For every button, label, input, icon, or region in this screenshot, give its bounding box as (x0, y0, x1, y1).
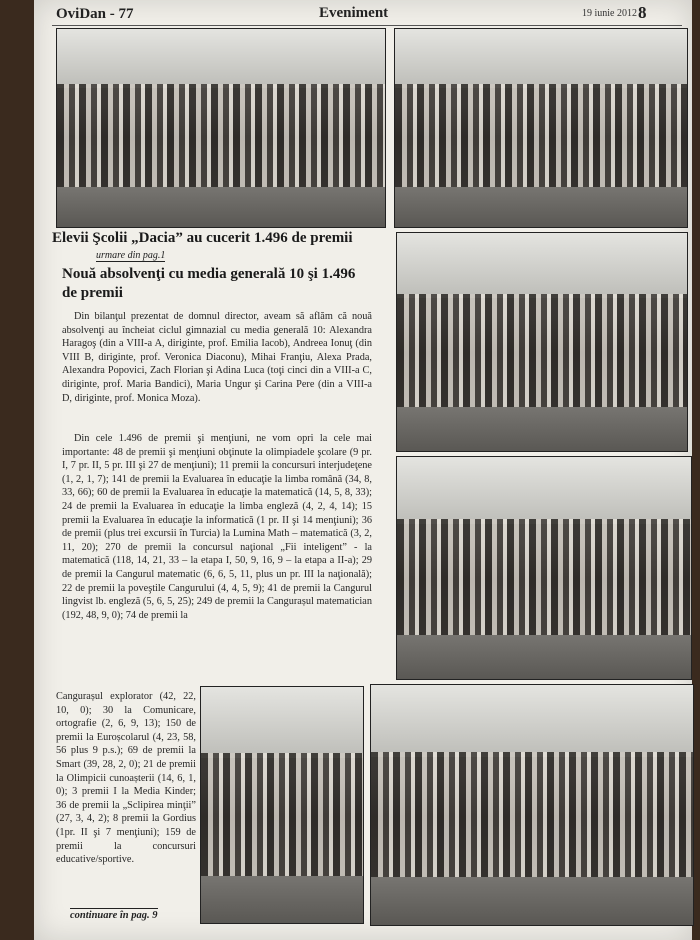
section-title: Eveniment (319, 5, 389, 21)
photo-girls-group (370, 684, 694, 926)
photo-graduates-group-1 (396, 232, 688, 452)
photo-graduates-group-2 (396, 456, 692, 680)
continued-from-note: urmare din pag.1 (96, 250, 166, 261)
continued-on-note: continuare în pag. 9 (70, 910, 158, 921)
article-subheadline: Nouă absolvenţi cu media generală 10 şi 1.496 de premii (62, 266, 356, 301)
photo-students-lineup-2 (394, 28, 688, 228)
article-paragraph-3: Cangurașul explorator (42, 22, 10, 0); 30 la Comunicare, ortografie (2, 6, 9, 13); 150 de premii la Euroșcolarul (4, 23, 58, 56 plus 9 p.s.); 69 de premii la Smart (39, 28, 2, 0); 21 de premii la Olimpicii cunoașterii (14, 6, 1, 0); 3 premii I la Media Kinder; 36 de premii la „Sclipirea minţii” (27, 3, 4, 2); 8 premii la Gordius (1pr. II şi 7 menţiuni); 159 de premii la concursuri educative/sportive. (56, 691, 196, 866)
photo-award-ceremony (200, 686, 364, 924)
photo-students-lineup-1 (56, 28, 386, 228)
article-headline: Elevii Şcolii „Dacia” au cucerit 1.496 de premii (52, 230, 353, 246)
header-divider (52, 25, 682, 26)
publication-issue: OviDan - 77 (56, 6, 134, 22)
issue-date: 19 iunie 2012 (582, 8, 637, 19)
page-number: 8 (638, 3, 647, 22)
article-paragraph-2: Din cele 1.496 de premii şi menţiuni, ne vom opri la cele mai importante: 48 de premii şi menţiuni obţinute la olimpiadele şcolare (9 pr. I, 7 pr. II, 5 pr. III şi 27 de menţiuni); 11 premii la concursuri interjudeţene (1, 2, 1, 7); 141 de premii la Evaluarea în educaţie la limba română (34, 8, 33, 66); 60 de premii la Evaluarea în educaţie la matematică (14, 5, 8, 33); 24 de premii la Evaluarea în educaţie la limba engleză (4, 2, 4, 14); 15 premii la Evaluarea în educaţie la informatică (1 pr. II şi 14 menţiuni); 36 de premii (plus trei excursii în Turcia) la Lumina Math – matematică (3, 2, 11, 20); 270 de premii la concursul naţional „Fii inteligent” - la matematică (118, 14, 21, 33 – la etapa I, 50, 9, 16, 9 – la etapa a II-a); 29 de premii la Cangurul matematic (6, 6, 5, 11, plus un pr. III la naţională); 22 de premii la poveştile Cangurului (4, 4, 5, 9); 41 de premii la Cangurul lingvist lb. engleză (5, 6, 5, 25); 249 de premii la Cangurașul matematician (192, 48, 9, 0); 74 de premii la (62, 433, 372, 621)
newspaper-page (34, 0, 692, 940)
article-paragraph-1: Din bilanţul prezentat de domnul director, aveam să aflăm că nouă absolvenţi au încheiat ciclul gimnazial cu media generală 10: Alexandra Haragoş (din a VIII-a A, diriginte, prof. Emilia Iacob), Andreea Ionuţ (din VIII B, diriginte, prof. Veronica Diaconu), Mihai Franţiu, Alexa Prada, Alexandra Popovici, Zach Florian şi Adina Luca (toţi cinci din a VIII-a C, diriginte, prof. Maria Bandici), Maria Ungur şi Carina Pere (din a VIII-a D, diriginte, prof. Monica Moza). (62, 311, 372, 404)
page-header (34, 0, 692, 28)
